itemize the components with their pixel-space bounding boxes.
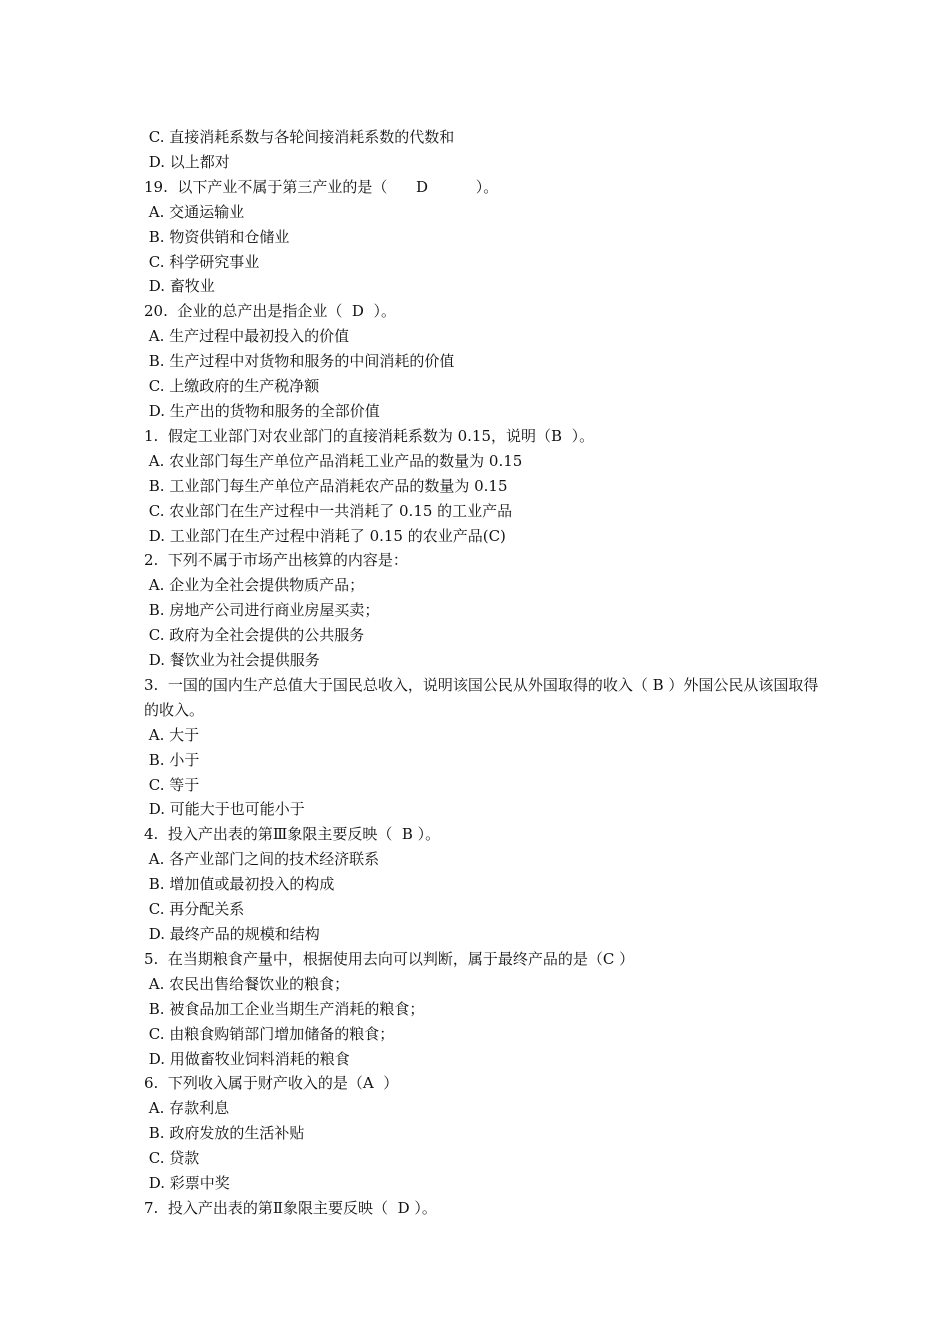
option-line: B. 物资供销和仓储业 [144,227,290,246]
option-line: D. 畜牧业 [144,277,215,296]
option-line: A. 农民出售给餐饮业的粮食； [144,974,350,993]
option-line: B. 生产过程中对货物和服务的中间消耗的价值 [144,352,455,371]
option-line: C. 贷款 [144,1149,200,1168]
text-line: C. 直接消耗系数与各轮间接消耗系数的代数和 [144,128,455,146]
option-line: D. 可能大于也可能小于 [144,800,305,819]
option-line: B. 增加值或最初投入的构成 [144,875,335,894]
option-line: B. 政府发放的生活补贴 [144,1124,305,1143]
option-line: B. 房地产公司进行商业房屋买卖； [144,601,380,620]
option-line: C. 政府为全社会提供的公共服务 [144,626,365,645]
option-line: B. 被食品加工企业当期生产消耗的粮食； [144,999,425,1018]
option-line: C. 科学研究事业 [144,252,260,271]
option-line: C. 上缴政府的生产税净额 [144,377,320,396]
text-line: D. 以上都对 [144,152,230,171]
question-line: 4. 投入产出表的第Ⅲ象限主要反映（ B ）。 [144,825,441,844]
option-line: C. 由粮食购销部门增加储备的粮食； [144,1024,395,1043]
option-line: C. 再分配关系 [144,900,245,919]
question-line: 20. 企业的总产出是指企业（ D ）。 [144,302,396,321]
option-line: B. 小于 [144,750,200,769]
question-line: 2. 下列不属于市场产出核算的内容是： [144,551,408,570]
option-line: D. 最终产品的规模和结构 [144,925,320,943]
option-line: B. 工业部门每生产单位产品消耗农产品的数量为 0.15 [144,476,508,495]
question-line: 6. 下列收入属于财产收入的是（A ） [144,1074,399,1093]
option-line: D. 生产出的货物和服务的全部价值 [144,401,380,420]
question-line: 1. 假定工业部门对农业部门的直接消耗系数为 0.15，说明（B ）。 [144,426,595,445]
option-line: D. 餐饮业为社会提供服务 [144,651,320,670]
option-line: A. 交通运输业 [144,202,245,221]
question-line: 3. 一国的国内生产总值大于国民总收入，说明该国公民从外国取得的收入（ B ）外国公民从该国取得的收入。 [144,675,819,719]
option-line: A. 企业为全社会提供物质产品； [144,576,365,595]
option-line: A. 大于 [144,725,200,744]
question-line: 7. 投入产出表的第Ⅱ象限主要反映（ D ）。 [144,1198,437,1217]
document-page [144,125,824,1221]
option-line: A. 农业部门每生产单位产品消耗工业产品的数量为 0.15 [144,451,523,470]
option-line: D. 工业部门在生产过程中消耗了 0.15 的农业产品(C) [144,526,506,545]
option-line: A. 生产过程中最初投入的价值 [144,327,350,346]
option-line: A. 存款利息 [144,1099,230,1118]
option-line: A. 各产业部门之间的技术经济联系 [144,850,380,869]
option-line: D. 用做畜牧业饲料消耗的粮食 [144,1049,350,1068]
question-line: 19. 以下产业不属于第三产业的是（ D ）。 [144,177,499,196]
option-line: C. 等于 [144,775,200,794]
option-line: D. 彩票中奖 [144,1174,230,1193]
question-line: 5. 在当期粮食产量中，根据使用去向可以判断，属于最终产品的是（C ） [144,949,635,968]
option-line: C. 农业部门在生产过程中一共消耗了 0.15 的工业产品 [144,501,513,520]
